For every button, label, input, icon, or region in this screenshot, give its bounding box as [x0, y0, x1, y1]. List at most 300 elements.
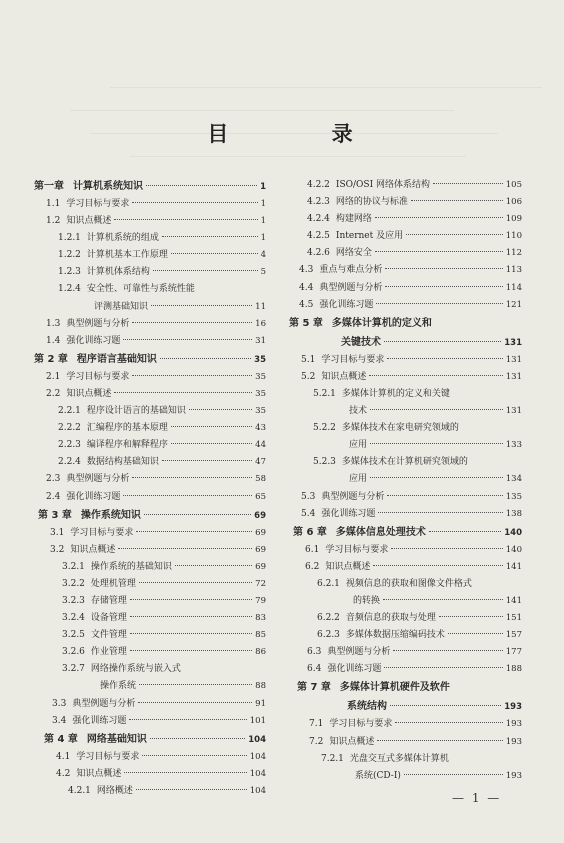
toc-entry-title: 编译程序和解释程序	[86, 440, 168, 451]
toc-entry-title: 知识点概述	[70, 544, 116, 555]
toc-entry-number: 第一章	[34, 181, 64, 192]
toc-page-number: 140	[504, 527, 522, 538]
toc-entry-title: 汇编程序的基本原理	[86, 423, 168, 434]
toc-page-number: 131	[505, 371, 522, 382]
toc-entry	[34, 644, 266, 661]
toc-entry-number: 3.2.1	[62, 561, 85, 572]
toc-page-number: 188	[505, 664, 522, 675]
toc-page-number: 11	[255, 301, 266, 312]
toc-entry-title: 计算机系统知识	[73, 181, 143, 192]
toc-entry-title: 作业管理	[90, 647, 127, 658]
toc-page-number: 88	[255, 681, 266, 692]
toc-entry-number: 2.2.1	[58, 406, 81, 417]
toc-entry	[34, 489, 266, 506]
toc-entry-number: 3.2.7	[62, 664, 85, 675]
toc-entry-number: 5.3	[301, 491, 316, 502]
toc-entry-number: 1.2.4	[58, 284, 81, 295]
leader-dots	[375, 251, 503, 252]
toc-entry	[289, 542, 522, 559]
toc-chapter-entry	[289, 523, 522, 542]
toc-entry-number: 6.2.3	[317, 630, 340, 641]
leader-dots	[138, 702, 252, 703]
leader-dots	[139, 582, 252, 583]
toc-page-number: 35	[254, 354, 266, 365]
toc-entry-title: 系统结构	[347, 701, 387, 713]
toc-page-number: 91	[255, 698, 266, 709]
leader-dots	[395, 722, 502, 723]
toc-column-left	[34, 177, 266, 800]
leader-dots	[385, 286, 502, 287]
toc-entry-title: 典型例题与分析	[66, 474, 130, 485]
toc-page-number: 44	[255, 440, 266, 451]
toc-entry-title: 多媒体技术在家电研究领域的	[341, 423, 459, 434]
leader-dots	[150, 738, 245, 739]
toc-entry	[289, 211, 522, 228]
toc-entry	[289, 297, 522, 314]
toc-entry	[34, 369, 266, 386]
leader-dots	[390, 705, 501, 706]
toc-entry-title: 多媒体数据压缩编码技术	[345, 630, 445, 641]
leader-dots	[189, 409, 252, 410]
toc-entry-title: 构建网络	[335, 214, 372, 225]
toc-page-number: 193	[505, 770, 522, 781]
toc-entry	[289, 352, 522, 369]
toc-entry-title: 关键技术	[341, 336, 381, 348]
toc-page-number: 113	[505, 265, 522, 276]
toc-entry-number: 第 5 章	[289, 317, 323, 329]
leader-dots	[146, 185, 257, 186]
leader-dots	[406, 234, 503, 235]
toc-entry-number: 3.3	[52, 698, 67, 709]
toc-page-number: 43	[255, 423, 266, 434]
toc-entry-title: 网络的协议与标准	[335, 197, 408, 208]
toc-entry	[34, 333, 266, 350]
leader-dots	[385, 268, 502, 269]
toc-page-number: 193	[504, 702, 522, 713]
toc-entry-number: 6.4	[307, 664, 322, 675]
toc-page-number: 4	[260, 250, 266, 261]
toc-entry	[34, 316, 266, 333]
toc-entry-number: 3.2.5	[62, 630, 85, 641]
leader-dots	[370, 409, 503, 410]
toc-entry-number: 3.1	[50, 527, 65, 538]
toc-entry	[289, 454, 522, 471]
toc-entry-number: 第 4 章	[44, 733, 78, 745]
toc-entry-continuation	[289, 768, 522, 785]
toc-entry-number: 7.2.1	[321, 753, 344, 764]
toc-page-number: 72	[255, 578, 266, 589]
toc-entry	[34, 559, 266, 576]
toc-entry-number: 4.2.4	[307, 214, 330, 225]
toc-page-number: 85	[255, 630, 266, 641]
toc-entry	[289, 644, 522, 661]
leader-dots	[375, 217, 503, 218]
toc-entry-number: 6.2.2	[317, 613, 340, 624]
toc-chapter-entry	[34, 506, 266, 525]
toc-entry-number: 6.2	[305, 561, 320, 572]
toc-entry	[34, 749, 266, 766]
leader-dots	[130, 599, 252, 600]
toc-entry-title: 知识点概述	[325, 561, 371, 572]
leader-dots	[118, 548, 252, 549]
toc-chapter-entry	[289, 314, 522, 333]
leader-dots	[124, 772, 246, 773]
toc-entry	[34, 713, 266, 730]
toc-entry-title: 多媒体计算机硬件及软件	[339, 682, 450, 694]
toc-entry-title: 典型例题与分析	[72, 698, 136, 709]
leader-dots	[448, 633, 503, 634]
toc-entry-title: 知识点概述	[76, 768, 122, 779]
toc-page-number: 69	[255, 561, 266, 572]
toc-page-number: 131	[504, 337, 522, 348]
leader-dots	[377, 740, 502, 741]
toc-page-number: 106	[505, 197, 522, 208]
toc-entry-number: 1.2.1	[58, 233, 81, 244]
toc-chapter-entry	[289, 678, 522, 697]
toc-page-number: 1	[260, 182, 266, 192]
toc-page-number: 31	[255, 335, 266, 346]
toc-page-number: 177	[505, 647, 522, 658]
toc-entry	[34, 281, 266, 298]
leader-dots	[132, 477, 252, 478]
toc-page-number: 5	[260, 267, 266, 278]
toc-entry-title: 学习目标与要求	[329, 719, 393, 730]
toc-entry	[289, 262, 522, 279]
leader-dots	[114, 219, 257, 220]
toc-entry-title: 光盘交互式多媒体计算机	[349, 753, 449, 764]
toc-entry-number: 1.2.3	[58, 267, 81, 278]
toc-entry-title: 学习目标与要求	[76, 751, 140, 762]
toc-entry	[34, 627, 266, 644]
toc-page-number: 35	[255, 388, 266, 399]
toc-entry-number: 第 7 章	[297, 682, 331, 694]
toc-entry	[34, 542, 266, 559]
toc-page-number: 112	[505, 248, 522, 259]
leader-dots	[439, 616, 503, 617]
toc-entry-title: 学习目标与要求	[70, 527, 134, 538]
toc-entry-title: 多媒体技术在计算机研究领域的	[341, 457, 468, 468]
toc-entry	[34, 471, 266, 488]
toc-page-number: 131	[505, 354, 522, 365]
toc-entry-number: 3.2	[50, 544, 65, 555]
leader-dots	[132, 375, 252, 376]
toc-entry-title: 知识点概述	[329, 736, 375, 747]
toc-entry-number: 4.3	[299, 265, 314, 276]
toc-entry-title: 存储管理	[90, 595, 127, 606]
toc-entry-number: 3.2.2	[62, 578, 85, 589]
toc-entry	[289, 627, 522, 644]
toc-entry-number: 1.2	[46, 216, 61, 227]
toc-entry-title: 强化训练习题	[72, 715, 127, 726]
toc-entry-title: 强化训练习题	[66, 491, 121, 502]
toc-page-number: 134	[505, 474, 522, 485]
toc-page-number: 138	[505, 508, 522, 519]
toc-page-number: 69	[254, 510, 266, 521]
toc-entry-title: 知识点概述	[66, 388, 112, 399]
toc-page-number: 105	[505, 180, 522, 190]
toc-entry	[34, 230, 266, 247]
toc-entry-title: 应用	[349, 474, 368, 485]
toc-entry	[289, 610, 522, 627]
toc-entry	[34, 696, 266, 713]
toc-entry	[289, 661, 522, 678]
toc-entry-number: 5.2.2	[313, 423, 336, 434]
toc-entry-number: 6.3	[307, 647, 322, 658]
toc-entry-title: 处理机管理	[90, 578, 136, 589]
toc-page-number: 58	[255, 474, 266, 485]
toc-entry-title: Internet 及应用	[335, 231, 404, 242]
leader-dots	[123, 339, 252, 340]
toc-page-number: 104	[248, 734, 266, 745]
leader-dots	[429, 531, 501, 532]
toc-page-number: 140	[505, 544, 522, 555]
toc-page-number: 101	[249, 715, 266, 726]
leader-dots	[433, 183, 503, 184]
leader-dots	[387, 358, 502, 359]
toc-entry-title: 强化训练习题	[321, 508, 376, 519]
toc-entry	[289, 177, 522, 194]
toc-entry-title: 网络操作系统与嵌入式	[90, 664, 181, 675]
leader-dots	[171, 253, 258, 254]
leader-dots	[370, 477, 503, 478]
toc-entry	[289, 245, 522, 262]
leader-dots	[391, 548, 502, 549]
toc-entry	[289, 228, 522, 245]
toc-entry	[34, 420, 266, 437]
toc-entry-number: 4.2.5	[307, 231, 330, 242]
toc-entry	[289, 506, 522, 523]
toc-entry-number: 7.1	[309, 719, 324, 730]
toc-entry-number: 5.2	[301, 371, 316, 382]
toc-entry-continuation	[289, 437, 522, 454]
toc-entry	[34, 593, 266, 610]
toc-page-number: 110	[505, 231, 522, 242]
toc-page-number: 69	[255, 544, 266, 555]
toc-entry-title: 操作系统	[100, 681, 137, 692]
toc-entry-number: 4.5	[299, 299, 314, 310]
toc-entry-number: 2.2	[46, 388, 61, 399]
toc-entry-title: 系统(CD-I)	[355, 770, 401, 781]
toc-entry-title: 学习目标与要求	[66, 199, 130, 209]
toc-page-number: 104	[249, 785, 266, 796]
leader-dots	[387, 495, 502, 496]
toc-chapter-entry	[34, 350, 266, 369]
leader-dots	[144, 514, 251, 515]
leader-dots	[373, 565, 502, 566]
toc-entry-title: 设备管理	[90, 613, 127, 624]
leader-dots	[123, 495, 252, 496]
toc-page-number: 141	[505, 595, 522, 606]
toc-entry-title: 程序语言基础知识	[76, 353, 157, 365]
toc-entry-number: 第 2 章	[34, 353, 68, 365]
toc-entry	[34, 247, 266, 264]
toc-entry-title: 强化训练习题	[327, 664, 382, 675]
toc-entry-number: 1.1	[46, 199, 61, 209]
toc-entry-continuation	[289, 471, 522, 488]
leader-dots	[384, 667, 502, 668]
toc-entry-title: 数据结构基础知识	[86, 457, 159, 468]
toc-entry-number: 4.4	[299, 282, 314, 293]
toc-entry-continuation	[34, 678, 266, 695]
toc-page-number: 35	[255, 371, 266, 382]
toc-entry-title: 强化训练习题	[319, 299, 374, 310]
toc-entry	[289, 369, 522, 386]
leader-dots	[404, 774, 503, 775]
toc-page-number: 65	[255, 491, 266, 502]
toc-entry-number: 4.2	[56, 768, 71, 779]
leader-dots	[376, 303, 502, 304]
toc-entry-number: 4.2.1	[68, 785, 91, 796]
toc-entry	[289, 420, 522, 437]
toc-entry-title: 音频信息的获取与处理	[345, 613, 436, 624]
toc-page-number: 135	[505, 491, 522, 502]
toc-entry	[289, 716, 522, 733]
toc-entry	[289, 559, 522, 576]
toc-entry-title: 文件管理	[90, 630, 127, 641]
toc-page-number: 193	[505, 719, 522, 730]
leader-dots	[130, 633, 252, 634]
toc-entry-title: 技术	[349, 406, 368, 417]
leader-dots	[411, 200, 503, 201]
toc-entry-number: 1.3	[46, 318, 61, 329]
toc-entry-continuation	[289, 593, 522, 610]
leader-dots	[162, 460, 252, 461]
toc-entry-number: 2.2.3	[58, 440, 81, 451]
toc-entry	[34, 386, 266, 403]
toc-entry-number: 6.2.1	[317, 578, 340, 589]
leader-dots	[136, 531, 252, 532]
toc-entry	[34, 783, 266, 800]
toc-page-number: 157	[505, 630, 522, 641]
toc-entry	[289, 489, 522, 506]
toc-entry-number: 5.4	[301, 508, 316, 519]
toc-entry	[34, 766, 266, 783]
leader-dots	[175, 565, 252, 566]
toc-entry-title: 多媒体计算机的定义和	[331, 317, 432, 329]
toc-page-number: 16	[255, 318, 266, 329]
leader-dots	[129, 719, 246, 720]
toc-entry-number: 1.2.2	[58, 250, 81, 261]
toc-entry	[34, 576, 266, 593]
toc-entry	[34, 454, 266, 471]
toc-page-number: 114	[505, 282, 522, 293]
leader-dots	[153, 270, 258, 271]
leader-dots	[370, 443, 503, 444]
toc-entry-title: 强化训练习题	[66, 335, 121, 346]
toc-entry-number: 5.1	[301, 354, 316, 365]
page-title: 目 录	[207, 122, 401, 146]
toc-entry-title: 多媒体计算机的定义和关键	[341, 388, 450, 399]
leader-dots	[393, 650, 502, 651]
toc-entry	[289, 751, 522, 768]
toc-entry-title: 多媒体信息处理技术	[335, 526, 426, 538]
toc-entry-title: 典型例题与分析	[319, 282, 383, 293]
toc-entry-title: 学习目标与要求	[66, 371, 130, 382]
toc-page-number: 47	[255, 457, 266, 468]
toc-entry-title: 典型例题与分析	[66, 318, 130, 329]
toc-entry-title: 网络安全	[335, 248, 372, 259]
toc-page-number: 109	[505, 214, 522, 225]
toc-entry-number: 5.2.3	[313, 457, 336, 468]
toc-page-number: 121	[505, 299, 522, 310]
toc-page-number: 35	[255, 406, 266, 417]
leader-dots	[171, 443, 252, 444]
leader-dots	[142, 755, 246, 756]
toc-entry	[289, 280, 522, 297]
leader-dots	[160, 358, 251, 359]
leader-dots	[130, 616, 252, 617]
toc-entry	[34, 661, 266, 678]
leader-dots	[136, 789, 247, 790]
toc-entry	[34, 213, 266, 230]
toc-chapter-entry	[289, 333, 522, 352]
toc-entry-number: 1.4	[46, 335, 61, 346]
toc-entry-title: 网络基础知识	[86, 733, 147, 745]
toc-entry	[289, 194, 522, 211]
toc-entry-number: 5.2.1	[313, 388, 336, 399]
toc-entry-title: 学习目标与要求	[321, 354, 385, 365]
toc-page-number: 1	[260, 216, 266, 227]
leader-dots	[130, 650, 252, 651]
leader-dots	[162, 236, 258, 237]
toc-entry	[289, 734, 522, 751]
toc-column-right	[289, 177, 522, 785]
toc-entry	[34, 403, 266, 420]
toc-page-number: 104	[249, 751, 266, 762]
toc-entry-title: 学习目标与要求	[325, 544, 389, 555]
toc-entry	[34, 264, 266, 281]
toc-entry-title: 评测基础知识	[94, 301, 149, 312]
toc-chapter-entry	[34, 177, 266, 196]
toc-entry	[34, 525, 266, 542]
toc-entry-title: 视频信息的获取和图像文件格式	[345, 578, 472, 589]
toc-entry-title: 的转换	[353, 595, 381, 606]
toc-entry-title: ISO/OSI 网络体系结构	[335, 180, 430, 190]
toc-entry-title: 重点与难点分析	[319, 265, 383, 276]
leader-dots	[171, 426, 252, 427]
toc-entry	[34, 610, 266, 627]
toc-page-number: 79	[255, 595, 266, 606]
toc-entry-title: 应用	[349, 440, 368, 451]
toc-entry-number: 7.2	[309, 736, 324, 747]
leader-dots	[139, 684, 252, 685]
leader-dots	[378, 512, 502, 513]
toc-entry-title: 计算机体系结构	[86, 267, 150, 278]
page-number: — 1 —	[452, 791, 502, 805]
toc-entry-number: 4.2.3	[307, 197, 330, 208]
toc-entry-title: 计算机基本工作原理	[86, 250, 168, 261]
leader-dots	[151, 305, 252, 306]
toc-entry-title: 知识点概述	[66, 216, 112, 227]
toc-entry-number: 4.2.2	[307, 180, 330, 190]
leader-dots	[114, 392, 252, 393]
toc-page-number: 151	[505, 613, 522, 624]
toc-entry-number: 4.2.6	[307, 248, 330, 259]
toc-entry	[34, 437, 266, 454]
toc-entry-title: 程序设计语言的基础知识	[86, 406, 186, 417]
toc-entry-title: 典型例题与分析	[321, 491, 385, 502]
toc-page-number: 1	[260, 199, 266, 209]
toc-entry-number: 3.4	[52, 715, 67, 726]
toc-page-number: 1	[260, 233, 266, 244]
leader-dots	[384, 341, 501, 342]
toc-page-number: 193	[505, 736, 522, 747]
toc-page-number: 133	[505, 440, 522, 451]
toc-entry	[289, 386, 522, 403]
toc-entry-number: 第 3 章	[38, 509, 72, 521]
toc-chapter-entry	[34, 730, 266, 749]
leader-dots	[369, 375, 502, 376]
